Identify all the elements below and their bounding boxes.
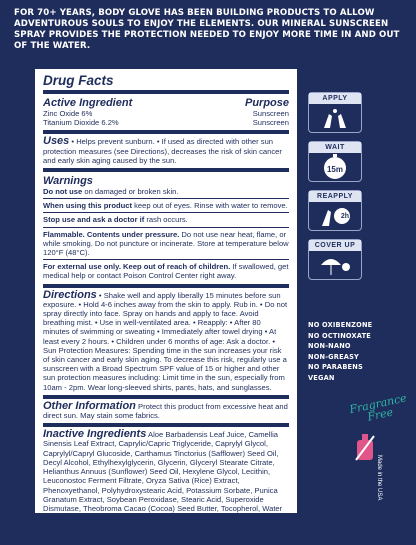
- active-ingredients-section: [43, 90, 289, 130]
- warning-item: Stop use and ask a doctor if rash occurs.: [43, 215, 188, 225]
- warnings-section: [43, 168, 289, 284]
- other-info-text: Protect this product from excessive heat and direct sun. May stain some fabrics.: [43, 401, 288, 421]
- other-info-heading: Other Information: [43, 399, 136, 412]
- inactive-ingredients-heading: Inactive Ingredients: [43, 428, 147, 441]
- uses-text: • Helps prevent sunburn. • If used as directed with other sun protection measures (see Directions), decreases the risk of skin cancer and early skin aging caused by the sun.: [43, 137, 282, 165]
- reapply-badge: REAPPLY 2h: [308, 190, 362, 231]
- other-info-section: [43, 395, 289, 423]
- warning-item: For external use only. Keep out of reach of children. If swallowed, get medical help or contact Poison Control Center right away.: [43, 262, 289, 281]
- hands-icon: [309, 104, 361, 132]
- claim-item: NO OXIBENZONE: [308, 321, 373, 329]
- inactive-ingredients-text: Aloe Barbadensis Leaf Juice, Camellia Sinensis Leaf Extract, Caprylic/Capric Triglyceride, Caprylyl Glycol, Caprylyl/Capryl Glucoside, Carthamus Tinctorius (Safflower) Seed Oil, Decyl Alcohol, Ethylhexylglycerin, Glycerin, Glyceryl Stearate Citrate, Helianthus Annuus (Sunflower) Seed Oil, Hexylene Glycol, Lecithin, Leuconostoc Ferment Filtrate, Oryza Sativa (Rice) Extract, Phenoxyethanol, Polyhydroxystearic Acid, Potassium Sorbate, Punica Granatum Extract, Soybean Peroxidase, Stearic Acid, Superoxide Dismutase, Theobroma Cacao (Cocoa) Seed Butter, Tocopherol, Water (Aqua), Xanthan Gum.: [43, 430, 283, 523]
- claim-item: NON-NANO: [308, 342, 351, 350]
- inactive-ingredients-section: [43, 423, 289, 525]
- ingredient-row: Titanium Dioxide 6.2% Sunscreen: [43, 118, 289, 128]
- product-claims: [308, 320, 408, 383]
- reapply-icon: 2h: [309, 202, 361, 230]
- active-ingredient-heading: Active Ingredient: [43, 97, 133, 109]
- claim-item: NON-GREASY: [308, 352, 359, 361]
- claim-item: VEGAN: [308, 373, 335, 382]
- timer-icon: 15m: [309, 153, 361, 181]
- warning-item: When using this product keep out of eyes. Rinse with water to remove.: [43, 201, 288, 211]
- perfume-bottle-icon: [354, 432, 376, 467]
- usage-icons: [308, 92, 362, 288]
- claim-item: NO OCTINOXATE: [308, 331, 371, 340]
- purpose-heading: Purpose: [244, 97, 289, 109]
- wait-badge: WAIT 15m: [308, 141, 362, 182]
- uses-heading: Uses: [43, 135, 70, 148]
- apply-badge: APPLY: [308, 92, 362, 133]
- uses-section: [43, 130, 289, 168]
- umbrella-icon: [309, 251, 361, 279]
- questions-text: Call (573) 615-1055: [105, 532, 173, 542]
- fragrance-free-badge: Fragrance Free: [348, 391, 408, 424]
- directions-section: [43, 284, 289, 395]
- questions-heading: Questions?: [43, 530, 104, 543]
- directions-heading: Directions: [43, 288, 97, 301]
- claim-item: NO PARABENS: [308, 363, 363, 371]
- warning-item: Flammable. Contents under pressure. Do not use near heat, flame, or while smoking. Do not puncture or incinerate. Store at temperature below 120°F (48°C).: [43, 229, 289, 258]
- drug-facts-panel: [34, 68, 298, 543]
- drug-facts-title: Drug Facts: [43, 73, 114, 88]
- ingredient-row: Zinc Oxide 6% Sunscreen: [43, 109, 289, 118]
- warning-item: Do not use on damaged or broken skin.: [43, 187, 179, 197]
- questions-section: [43, 525, 289, 544]
- intro-text: FOR 70+ YEARS, BODY GLOVE HAS BEEN BUILDING PRODUCTS TO ALLOW ADVENTUROUS SOULS TO ENJOY THE ELEMENTS. OUR MINERAL SUNSCREEN SPRAY PROVIDES THE PROTECTION NEEDED TO ENJOY MORE TIME IN AND OUT OF THE WATER.: [14, 8, 400, 51]
- directions-text: • Shake well and apply liberally 15 minutes before sun exposure. • Hold 4-6 inches away from the skin to apply. Rub in. • Do not spray directly into face. Spray on hands and apply to face. Avoid breathing mist. • Use in well-ventilated area. • Reapply: • After 80 minutes of swimming or sweating • Immediately after towel drying • At least every 2 hours. • Children under 6 months of age: Ask a doctor. • Sun Protection Measures: Spending time in the sun increases your risk of skin cancer and early skin aging. To decrease this risk, regularly use a sunscreen with a Broad Spectrum SPF value of 15 or higher and other sun protection measures including: Limit time in the sun, especially from 10am - 2pm. Wear long-sleeved shirts, pants, hats, and sunglasses.: [43, 290, 288, 392]
- warnings-heading: Warnings: [43, 175, 93, 188]
- made-in-usa: Made in the USA: [376, 455, 382, 501]
- cover-up-badge: COVER UP: [308, 239, 362, 280]
